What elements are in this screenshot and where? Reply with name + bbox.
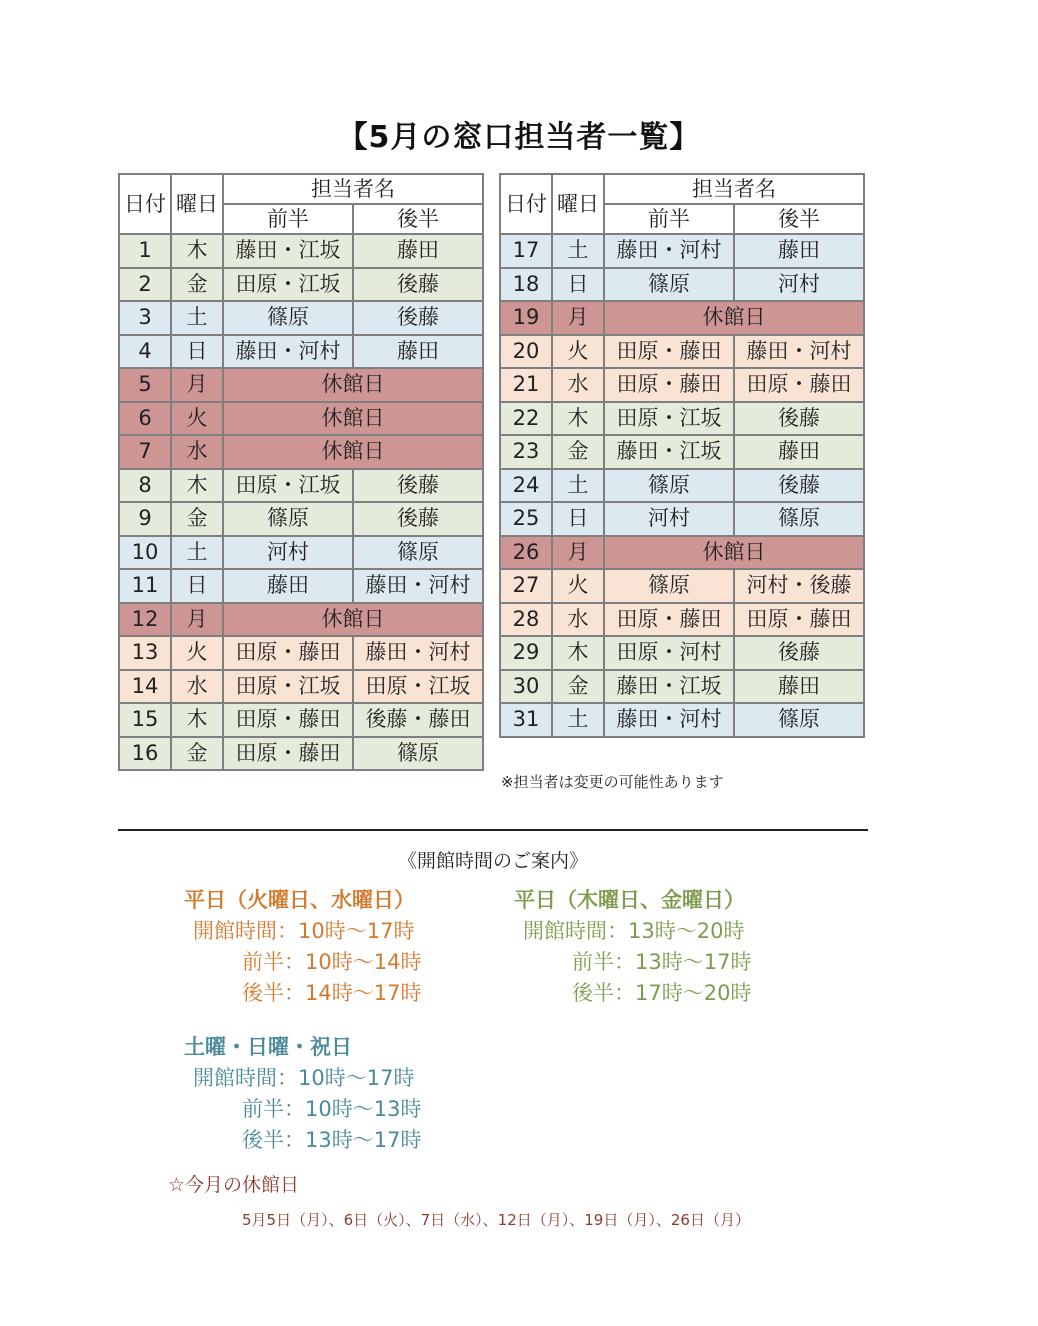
hours-heading: 土曜・日曜・祝日	[184, 1035, 352, 1059]
page-title: 【5月の窓口担当者一覧】	[337, 120, 701, 155]
second-half-cell: 河村	[734, 268, 864, 302]
weekday-cell: 火	[552, 335, 604, 369]
closed-cell: 休館日	[223, 603, 483, 637]
header-date: 日付	[119, 174, 171, 234]
date-cell: 7	[119, 435, 171, 469]
first-half-cell: 篠原	[604, 569, 734, 603]
weekday-cell: 月	[171, 603, 223, 637]
second-half-cell: 河村・後藤	[734, 569, 864, 603]
table-row	[119, 670, 483, 704]
table-row	[500, 603, 864, 637]
second-half-cell: 篠原	[734, 703, 864, 737]
table-row	[500, 234, 864, 268]
second-half-cell: 後藤	[734, 469, 864, 503]
weekday-cell: 木	[171, 234, 223, 268]
date-cell: 3	[119, 301, 171, 335]
closed-cell: 休館日	[604, 536, 864, 570]
header-weekday: 曜日	[552, 174, 604, 234]
weekday-cell: 日	[171, 569, 223, 603]
header-second-half: 後半	[734, 204, 864, 234]
header-staff: 担当者名	[223, 174, 483, 204]
date-cell: 30	[500, 670, 552, 704]
weekday-cell: 火	[171, 402, 223, 436]
first-half-cell: 篠原	[223, 301, 353, 335]
weekday-cell: 月	[552, 536, 604, 570]
first-half-cell: 藤田・江坂	[604, 670, 734, 704]
date-cell: 6	[119, 402, 171, 436]
table-row	[500, 536, 864, 570]
header-second-half: 後半	[353, 204, 483, 234]
weekday-cell: 日	[552, 502, 604, 536]
date-cell: 11	[119, 569, 171, 603]
date-cell: 8	[119, 469, 171, 503]
table-row	[119, 402, 483, 436]
weekday-cell: 金	[171, 502, 223, 536]
table-row	[119, 569, 483, 603]
weekday-cell: 火	[171, 636, 223, 670]
table-row	[119, 268, 483, 302]
date-cell: 2	[119, 268, 171, 302]
weekday-cell: 月	[552, 301, 604, 335]
closed-cell: 休館日	[223, 435, 483, 469]
date-cell: 15	[119, 703, 171, 737]
table-row	[119, 603, 483, 637]
date-cell: 31	[500, 703, 552, 737]
hours-first: 前半：10時～14時	[242, 950, 422, 974]
closed-cell: 休館日	[604, 301, 864, 335]
date-cell: 5	[119, 368, 171, 402]
header-first-half: 前半	[604, 204, 734, 234]
second-half-cell: 藤田	[353, 335, 483, 369]
date-cell: 12	[119, 603, 171, 637]
table-row	[500, 268, 864, 302]
table-row	[500, 670, 864, 704]
date-cell: 24	[500, 469, 552, 503]
second-half-cell: 篠原	[353, 536, 483, 570]
table-row	[119, 335, 483, 369]
weekday-cell: 日	[171, 335, 223, 369]
date-cell: 25	[500, 502, 552, 536]
second-half-cell: 藤田	[734, 435, 864, 469]
weekday-cell: 土	[552, 469, 604, 503]
date-cell: 13	[119, 636, 171, 670]
hours-second: 後半：14時～17時	[242, 981, 422, 1005]
table-row	[119, 502, 483, 536]
schedule-table-left	[118, 173, 484, 771]
second-half-cell: 後藤	[353, 268, 483, 302]
date-cell: 16	[119, 737, 171, 771]
hours-open: 開館時間：10時～17時	[193, 919, 415, 943]
date-cell: 20	[500, 335, 552, 369]
date-cell: 18	[500, 268, 552, 302]
weekday-cell: 水	[171, 670, 223, 704]
first-half-cell: 篠原	[604, 268, 734, 302]
date-cell: 22	[500, 402, 552, 436]
weekday-cell: 水	[552, 368, 604, 402]
date-cell: 29	[500, 636, 552, 670]
table-row	[119, 536, 483, 570]
hours-tue-wed	[184, 885, 421, 1009]
date-cell: 14	[119, 670, 171, 704]
table-row	[500, 368, 864, 402]
hours-open: 開館時間：13時～20時	[523, 919, 745, 943]
schedule-table-right	[499, 173, 865, 738]
closed-days-title: ☆今月の休館日	[168, 1174, 300, 1196]
first-half-cell: 藤田・江坂	[223, 234, 353, 268]
second-half-cell: 藤田・河村	[353, 636, 483, 670]
table-row	[119, 301, 483, 335]
date-cell: 21	[500, 368, 552, 402]
second-half-cell: 篠原	[734, 502, 864, 536]
first-half-cell: 河村	[604, 502, 734, 536]
change-note: ※担当者は変更の可能性あります	[501, 773, 724, 791]
first-half-cell: 藤田・河村	[223, 335, 353, 369]
first-half-cell: 田原・藤田	[223, 636, 353, 670]
weekday-cell: 金	[552, 670, 604, 704]
weekday-cell: 金	[171, 737, 223, 771]
date-cell: 28	[500, 603, 552, 637]
table-row	[500, 636, 864, 670]
header-weekday: 曜日	[171, 174, 223, 234]
weekday-cell: 土	[552, 234, 604, 268]
table-row	[119, 435, 483, 469]
first-half-cell: 篠原	[604, 469, 734, 503]
weekday-cell: 土	[171, 301, 223, 335]
first-half-cell: 藤田・江坂	[604, 435, 734, 469]
date-cell: 1	[119, 234, 171, 268]
table-row	[500, 569, 864, 603]
table-row	[119, 234, 483, 268]
table-row	[119, 703, 483, 737]
hours-first: 前半：13時～17時	[572, 950, 752, 974]
second-half-cell: 後藤	[353, 469, 483, 503]
first-half-cell: 篠原	[223, 502, 353, 536]
opening-hours-title: 《開館時間のご案内》	[397, 850, 588, 872]
second-half-cell: 田原・藤田	[734, 368, 864, 402]
table-row	[500, 335, 864, 369]
second-half-cell: 藤田・河村	[353, 569, 483, 603]
weekday-cell: 木	[171, 703, 223, 737]
first-half-cell: 藤田	[223, 569, 353, 603]
table-row	[119, 636, 483, 670]
hours-heading: 平日（火曜日、水曜日）	[184, 888, 415, 912]
weekday-cell: 火	[552, 569, 604, 603]
first-half-cell: 田原・藤田	[223, 737, 353, 771]
table-row	[500, 402, 864, 436]
weekday-cell: 木	[552, 402, 604, 436]
second-half-cell: 後藤・藤田	[353, 703, 483, 737]
second-half-cell: 藤田	[734, 234, 864, 268]
header-staff: 担当者名	[604, 174, 864, 204]
first-half-cell: 河村	[223, 536, 353, 570]
divider	[118, 829, 868, 831]
hours-heading: 平日（木曜日、金曜日）	[514, 888, 745, 912]
weekday-cell: 土	[171, 536, 223, 570]
date-cell: 27	[500, 569, 552, 603]
table-row	[500, 435, 864, 469]
table-row	[500, 469, 864, 503]
second-half-cell: 藤田	[353, 234, 483, 268]
table-row	[500, 703, 864, 737]
first-half-cell: 田原・藤田	[604, 335, 734, 369]
table-row	[119, 368, 483, 402]
second-half-cell: 後藤	[353, 301, 483, 335]
first-half-cell: 田原・河村	[604, 636, 734, 670]
second-half-cell: 後藤	[353, 502, 483, 536]
closed-cell: 休館日	[223, 368, 483, 402]
closed-days-list: 5月5日（月）、6日（火）、7日（水）、12日（月）、19日（月）、26日（月）	[242, 1211, 750, 1229]
hours-open: 開館時間：10時～17時	[193, 1066, 415, 1090]
hours-first: 前半：10時～13時	[242, 1097, 422, 1121]
date-cell: 23	[500, 435, 552, 469]
weekday-cell: 木	[171, 469, 223, 503]
second-half-cell: 後藤	[734, 402, 864, 436]
second-half-cell: 藤田	[734, 670, 864, 704]
first-half-cell: 藤田・河村	[604, 234, 734, 268]
first-half-cell: 田原・江坂	[223, 670, 353, 704]
weekday-cell: 月	[171, 368, 223, 402]
date-cell: 9	[119, 502, 171, 536]
first-half-cell: 田原・藤田	[223, 703, 353, 737]
hours-weekend	[184, 1032, 421, 1156]
header-date: 日付	[500, 174, 552, 234]
weekday-cell: 木	[552, 636, 604, 670]
weekday-cell: 金	[552, 435, 604, 469]
date-cell: 19	[500, 301, 552, 335]
table-row	[500, 502, 864, 536]
weekday-cell: 金	[171, 268, 223, 302]
first-half-cell: 田原・江坂	[604, 402, 734, 436]
first-half-cell: 田原・藤田	[604, 603, 734, 637]
date-cell: 10	[119, 536, 171, 570]
hours-second: 後半：13時～17時	[242, 1128, 422, 1152]
header-first-half: 前半	[223, 204, 353, 234]
table-row	[119, 737, 483, 771]
hours-second: 後半：17時～20時	[572, 981, 752, 1005]
table-row	[500, 301, 864, 335]
table-row	[119, 469, 483, 503]
weekday-cell: 水	[552, 603, 604, 637]
weekday-cell: 土	[552, 703, 604, 737]
first-half-cell: 田原・藤田	[604, 368, 734, 402]
weekday-cell: 水	[171, 435, 223, 469]
second-half-cell: 田原・江坂	[353, 670, 483, 704]
first-half-cell: 田原・江坂	[223, 268, 353, 302]
second-half-cell: 後藤	[734, 636, 864, 670]
weekday-cell: 日	[552, 268, 604, 302]
first-half-cell: 藤田・河村	[604, 703, 734, 737]
hours-thu-fri	[514, 885, 751, 1009]
closed-cell: 休館日	[223, 402, 483, 436]
date-cell: 26	[500, 536, 552, 570]
second-half-cell: 田原・藤田	[734, 603, 864, 637]
date-cell: 17	[500, 234, 552, 268]
date-cell: 4	[119, 335, 171, 369]
second-half-cell: 藤田・河村	[734, 335, 864, 369]
second-half-cell: 篠原	[353, 737, 483, 771]
first-half-cell: 田原・江坂	[223, 469, 353, 503]
